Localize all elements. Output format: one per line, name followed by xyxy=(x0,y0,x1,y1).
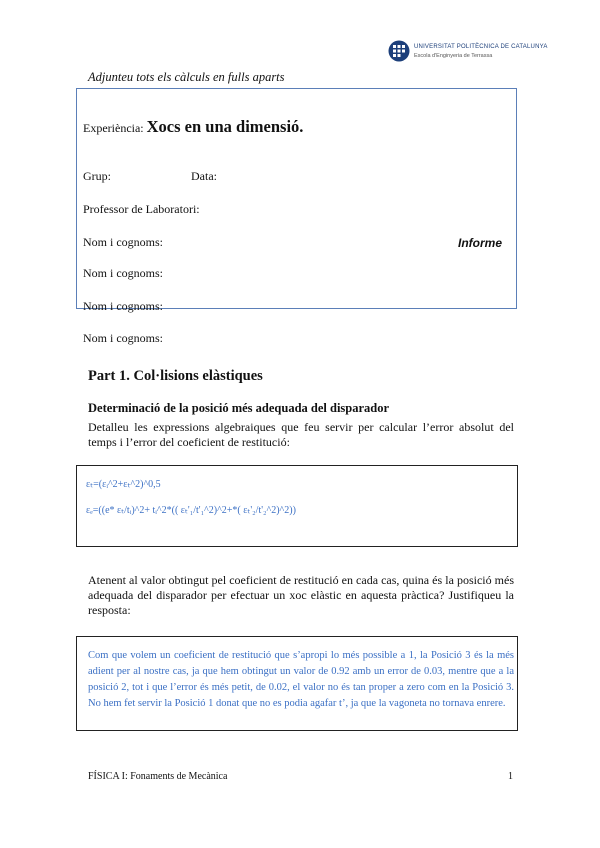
informe-label: Informe xyxy=(458,236,503,250)
name-label-2: Nom i cognoms: xyxy=(83,266,163,280)
section-subtitle: Determinació de la posició més adequada del disparador xyxy=(88,401,390,415)
experiment-title: Xocs en una dimensió. xyxy=(146,117,304,136)
name-label-3: Nom i cognoms: xyxy=(83,299,163,313)
professor-label: Professor de Laboratori: xyxy=(83,202,200,216)
experiment-label: Experiència: xyxy=(83,121,144,135)
page-number: 1 xyxy=(508,771,513,782)
logo-university-name: UNIVERSITAT POLITÈCNICA DE CATALUNYA xyxy=(414,44,548,50)
university-logo xyxy=(388,40,548,70)
part-title: Part 1. Col·lisions elàstiques xyxy=(88,368,263,384)
experiment-row xyxy=(83,117,303,137)
name-label-4: Nom i cognoms: xyxy=(83,331,163,345)
answer-text: Com que volem un coeficient de restitució que s’apropi lo més possible a 1, la Posició 3 és la més adient per al nostre cas, ja que hem obtingut un valor de 0.92 amb un error de 0.03, mentre que a la posició 2, tot i que l’error és més petit, de 0.02, el valor no és tan proper a zero com en la Posició 3. No hem fet servir la Posició 1 donat que no es podia agafar t’, ja que la vagoneta no tornava enrere. xyxy=(88,650,514,709)
date-label: Data: xyxy=(191,169,217,183)
group-label: Grup: xyxy=(83,169,111,183)
footer-text: FÍSICA I: Fonaments de Mecànica xyxy=(88,771,228,782)
question-2: Atenent al valor obtingut pel coeficient de restitució en cada cas, quina és la posició més adequada del disparador per efectuar un xoc elàstic en aquesta pràctica? Justifiqueu la resposta: xyxy=(88,573,514,617)
formula-1: εₜ=(εᵢ^2+εₜ^2)^0,5 xyxy=(86,479,161,490)
formula-2: εₑ=((e* εₜ/tᵢ)^2+ tᵢ^2*(( εₜ'₁/t'₁^2)^2+*( εₜ'₂/t'₂^2)^2)) xyxy=(86,505,296,516)
name-label-1: Nom i cognoms: xyxy=(83,235,163,249)
logo-school-name: Escola d'Enginyeria de Terrassa xyxy=(414,53,493,59)
instruction-text: Adjunteu tots els càlculs en fulls aparts xyxy=(88,70,285,84)
upc-logo-icon xyxy=(388,40,410,62)
question-1: Detalleu les expressions algebraiques que feu servir per calcular l’error absolut del temps i l’error del coeficient de restitució: xyxy=(88,420,514,449)
